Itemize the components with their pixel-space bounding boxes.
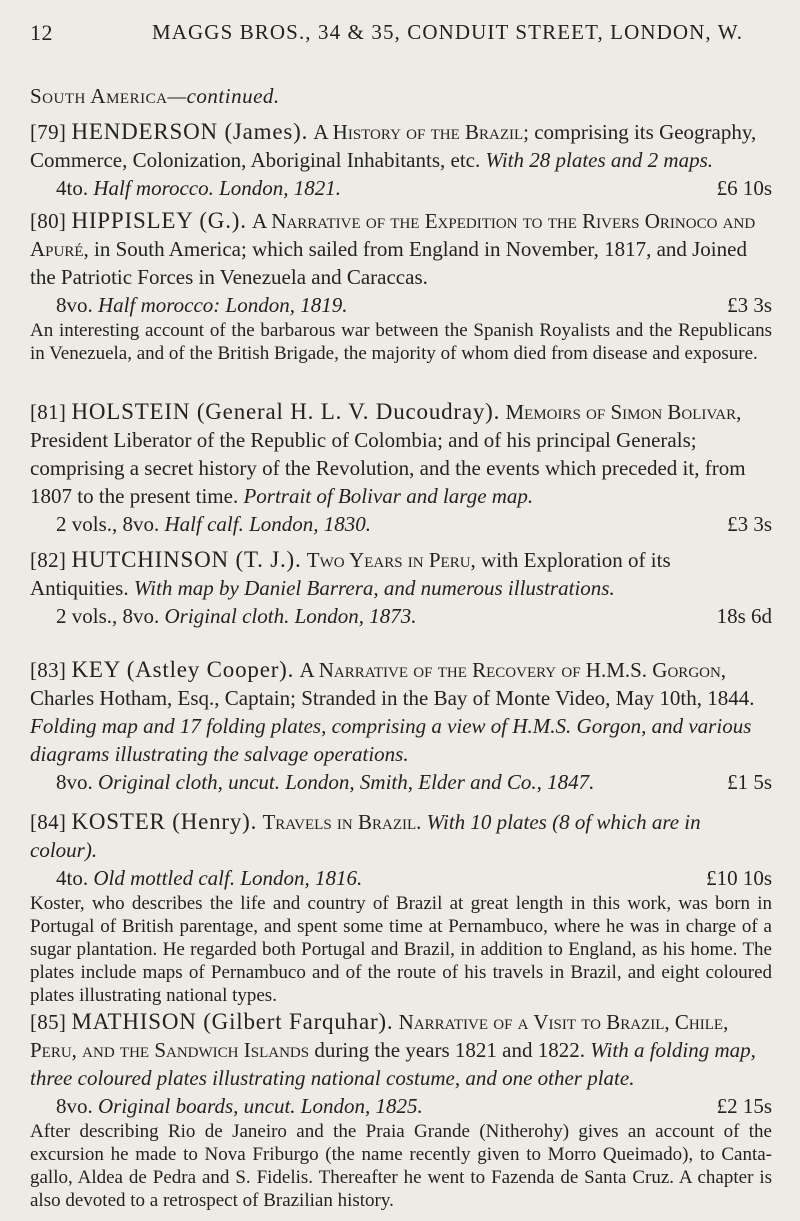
entry-description <box>30 1008 772 1092</box>
entry-note: After describing Rio de Janeiro and the Praia Grande (Nitherohy) gives an account of the excursion he made to Nova Friburgo (the name recently given to Morro Queimado), to Canta-gallo, Aldea de Pedra and S. Fidelis. Thereafter he went to Fazenda de Santa Cruz. A chapter is also devoted to a retrospect of Brazilian history. <box>30 1121 772 1211</box>
entry-author: HENDERSON (James). <box>71 119 309 144</box>
entry-author: HOLSTEIN (General H. L. V. Ducoudray). <box>71 399 501 424</box>
entry-author: MATHISON (Gilbert Farquhar). <box>71 1009 394 1034</box>
entry-imprint <box>30 864 772 892</box>
entry-number: [82] <box>30 548 67 572</box>
entry-number: [84] <box>30 810 67 834</box>
entry-note: An interesting account of the barbarous war between the Spanish Royalists and the Republicans in Venezuela, and of the British Brigade, the majority of whom died from disease and exposure. <box>30 320 772 364</box>
catalogue-entry <box>30 398 772 538</box>
entry-price: £6 10s <box>716 176 772 200</box>
section-name: South America <box>30 84 168 108</box>
entry-binding: Original cloth. London, 1873. <box>164 604 417 628</box>
entry-plates: With a folding map, three coloured plates illustrating national costume, and one other plate. <box>30 1038 756 1090</box>
entry-title: A History of the Brazil; <box>313 120 529 144</box>
entry-plates: With 10 plates (8 of which are in colour). <box>30 810 701 862</box>
entry-description <box>30 207 772 291</box>
entry-price: £1 5s <box>727 770 772 794</box>
entry-imprint <box>30 174 772 202</box>
entry-title: Travels in Brazil. <box>262 810 422 834</box>
entry-plates: Portrait of Bolivar and large map. <box>243 484 534 508</box>
entry-binding: Original boards, uncut. London, 1825. <box>98 1094 423 1118</box>
entry-title: A Narrative of the Expedition to the Rivers Orinoco and Apuré, <box>30 209 756 261</box>
entry-author: KOSTER (Henry). <box>71 809 258 834</box>
entry-imprint <box>30 768 772 796</box>
entry-binding: Half morocco: London, 1819. <box>98 293 348 317</box>
entry-imprint <box>30 602 772 630</box>
entry-author: KEY (Astley Cooper). <box>71 657 295 682</box>
catalogue-entry <box>30 118 772 202</box>
entry-plates: Folding map and 17 folding plates, comprising a view of H.M.S. Gorgon, and various diagrams illustrating the salvage operations. <box>30 714 752 766</box>
entry-author: HUTCHINSON (T. J.). <box>71 547 302 572</box>
entry-author: HIPPISLEY (G.). <box>71 208 247 233</box>
section-continued: —continued. <box>167 84 280 108</box>
entry-binding: Half calf. London, 1830. <box>164 512 372 536</box>
entry-binding: Half morocco. London, 1821. <box>93 176 342 200</box>
entry-format: 2 vols., 8vo. <box>56 512 160 536</box>
entry-format: 8vo. <box>56 770 93 794</box>
entry-plates: With 28 plates and 2 maps. <box>485 148 713 172</box>
entry-description <box>30 808 772 864</box>
catalogue-entry <box>30 808 772 1007</box>
entry-title: Two Years in Peru, <box>306 548 476 572</box>
entry-price: £3 3s <box>727 293 772 317</box>
entry-number: [83] <box>30 658 67 682</box>
entry-price: £3 3s <box>727 512 772 536</box>
entry-format: 8vo. <box>56 293 93 317</box>
entry-desc: President Liberator of the Republic of Colombia; and of his principal Generals; comprising a secret history of the Revolution, and the events which preceded it, from 1807 to the present time. <box>30 428 746 508</box>
page-header <box>30 20 772 50</box>
entry-price: £2 15s <box>716 1094 772 1118</box>
entry-format: 8vo. <box>56 1094 93 1118</box>
entry-number: [79] <box>30 120 67 144</box>
entry-desc: Charles Hotham, Esq., Captain; Stranded in the Bay of Monte Video, May 10th, 1844. <box>30 686 755 710</box>
entry-desc: in South America; which sailed from England in November, 1817, and Joined the Patriotic Forces in Venezuela and Caraccas. <box>30 237 747 289</box>
entry-format: 2 vols., 8vo. <box>56 604 160 628</box>
entry-title: A Narrative of the Recovery of H.M.S. Gorgon, <box>299 658 727 682</box>
entry-desc: with Exploration of its Antiquities. <box>30 548 671 600</box>
entry-number: [85] <box>30 1010 67 1034</box>
entry-title: Narrative of a Visit to Brazil, Chile, Peru, and the Sandwich Islands <box>30 1010 729 1062</box>
entry-imprint <box>30 510 772 538</box>
catalogue-entry <box>30 207 772 365</box>
entry-format: 4to. <box>56 176 89 200</box>
catalogue-entry <box>30 546 772 630</box>
running-head: MAGGS BROS., 34 & 35, CONDUIT STREET, LONDON, W. <box>152 20 744 44</box>
catalogue-entry <box>30 656 772 796</box>
entry-description <box>30 118 772 174</box>
entry-price: 18s 6d <box>716 604 772 628</box>
entry-imprint <box>30 291 772 319</box>
entry-description <box>30 546 772 602</box>
section-heading <box>30 84 280 109</box>
entry-imprint <box>30 1092 772 1120</box>
entry-description <box>30 656 772 768</box>
entry-format: 4to. <box>56 866 89 890</box>
entry-desc: during the years 1821 and 1822. <box>309 1038 585 1062</box>
page-number: 12 <box>30 20 53 45</box>
entry-binding: Old mottled calf. London, 1816. <box>93 866 363 890</box>
entry-binding: Original cloth, uncut. London, Smith, Elder and Co., 1847. <box>98 770 595 794</box>
entry-plates: With map by Daniel Barrera, and numerous illustrations. <box>133 576 615 600</box>
entry-number: [81] <box>30 400 67 424</box>
entry-number: [80] <box>30 209 67 233</box>
entry-note: Koster, who describes the life and country of Brazil at great length in this work, was born in Portugal of British parentage, and spent some time at Pernambuco, where he was in charge of a sugar plantation. He regarded both Portugal and Brazil, in addition to England, as his home. The plates include maps of Pernambuco and of the route of his travels in Brazil, and eight coloured plates illustrating national types. <box>30 893 772 1006</box>
catalogue-entry <box>30 1008 772 1212</box>
entry-desc: comprising its Geography, Commerce, Colonization, Aboriginal Inhabitants, etc. <box>30 120 757 172</box>
entry-price: £10 10s <box>706 866 772 890</box>
entry-description <box>30 398 772 510</box>
entry-title: Memoirs of Simon Bolivar, <box>505 400 742 424</box>
